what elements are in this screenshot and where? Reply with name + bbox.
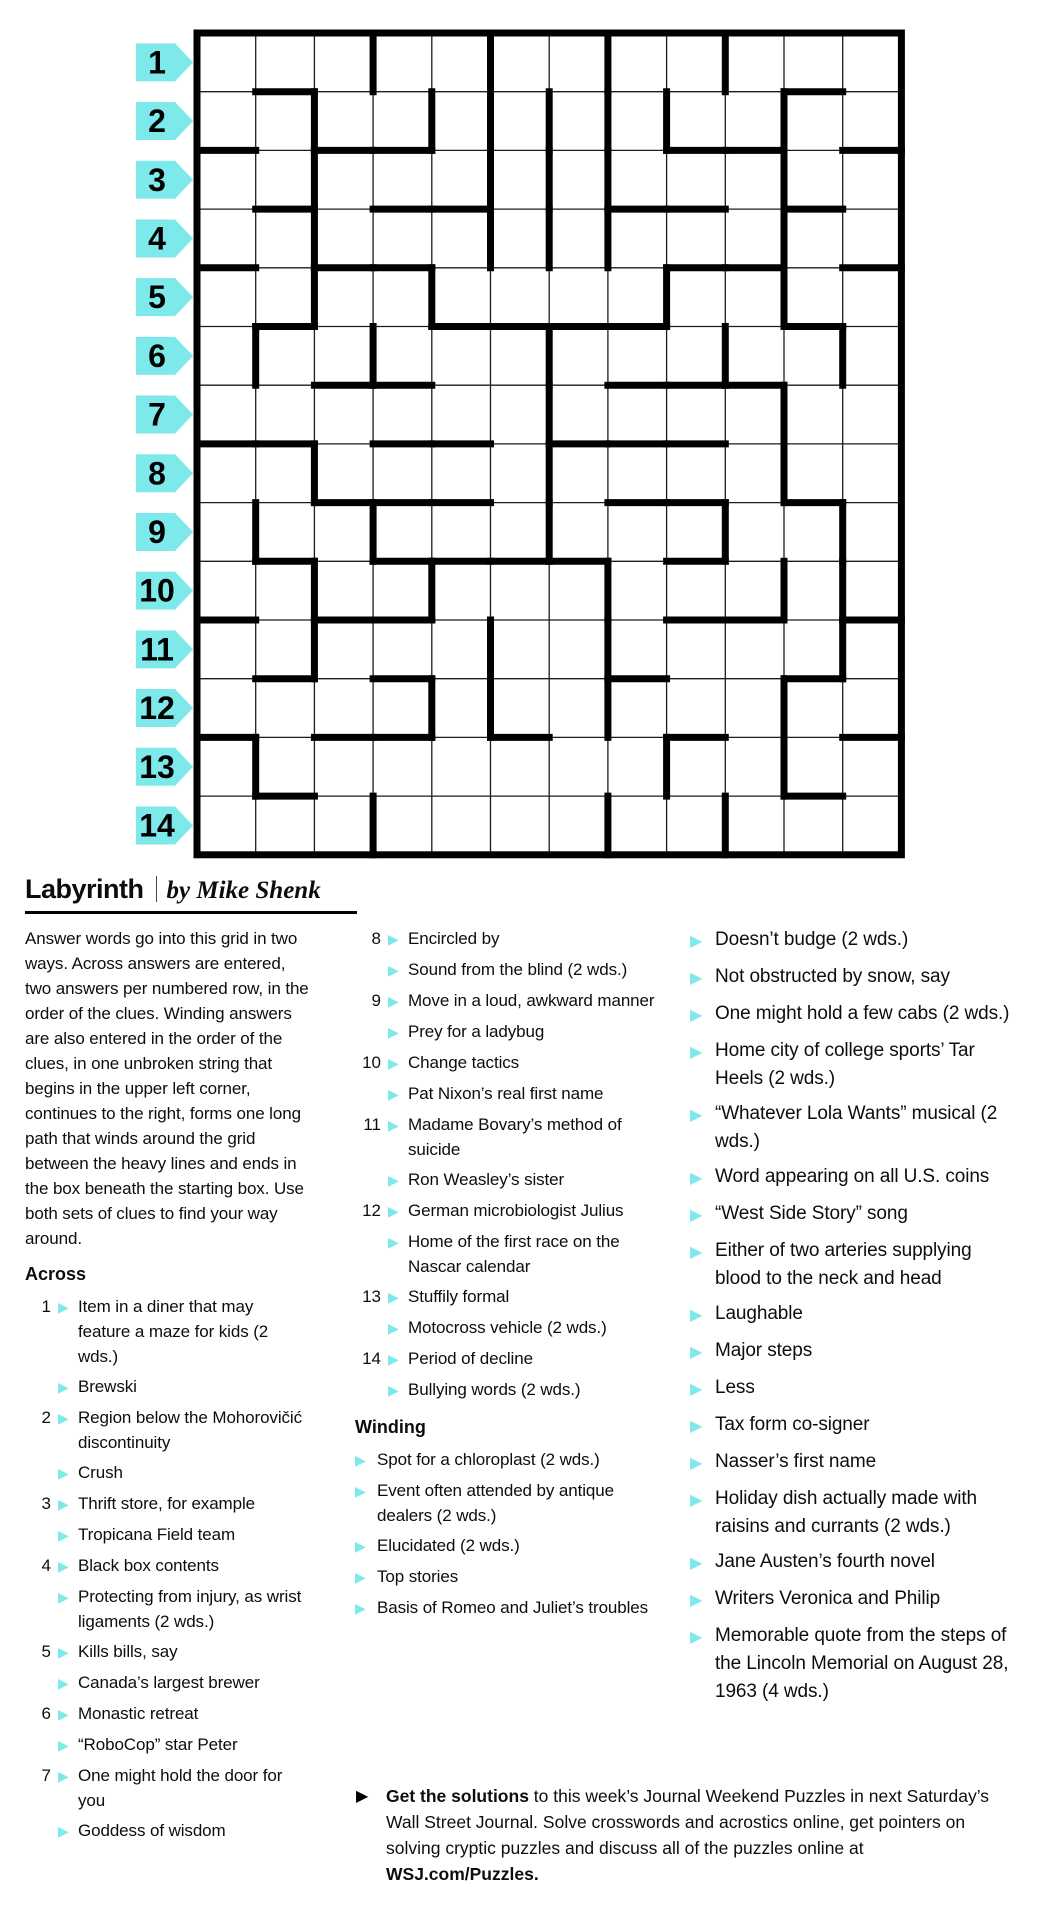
clue-arrow-icon: ▶ — [58, 1706, 69, 1722]
winding-clue-22 — [690, 1622, 1020, 1706]
winding-clue-14 — [690, 1300, 1020, 1330]
clue-text: Sound from the blind (2 wds.) — [408, 960, 628, 979]
clue-number: 2 — [41, 1408, 51, 1427]
instructions-text: Answer words go into this grid in two ways. Across answers are entered, two answers per numbered row, in the order of the clues. Winding answers are also entered in the order of the clues, in one unbroken string that begins in the upper left corner, continues to the right, forms one long path that winds around the grid between the heavy lines and ends in the box beneath the starting box. Use both sets of clues to find your way around. — [25, 929, 309, 1248]
clue-text: Memorable quote from the steps of the Lincoln Memorial on August 28, 1963 (4 wds.) — [715, 1625, 1009, 1702]
across-clue-13b — [355, 1315, 663, 1341]
row-number-11: 11 — [140, 631, 174, 668]
clue-arrow-icon: ▶ — [355, 1538, 366, 1554]
across-clue-1a — [25, 1294, 309, 1369]
clue-text: Canada’s largest brewer — [78, 1673, 260, 1692]
winding-clue-15 — [690, 1337, 1020, 1367]
clue-arrow-icon: ▶ — [690, 1455, 703, 1472]
clue-text: German microbiologist Julius — [408, 1201, 624, 1220]
across-clue-14b — [355, 1377, 663, 1403]
clue-text: One might hold a few cabs (2 wds.) — [715, 1003, 1010, 1024]
clue-arrow-icon: ▶ — [690, 1107, 703, 1124]
clue-text: Top stories — [377, 1567, 459, 1586]
winding-clue-18 — [690, 1448, 1020, 1478]
clue-arrow-icon: ▶ — [388, 1382, 399, 1398]
puzzle-name: Labyrinth — [25, 874, 144, 904]
clue-arrow-icon: ▶ — [58, 1768, 69, 1784]
across-clue-12b — [355, 1229, 663, 1279]
row-number-3: 3 — [148, 161, 166, 198]
clue-arrow-icon: ▶ — [690, 1418, 703, 1435]
clue-number: 9 — [371, 991, 381, 1010]
row-number-9: 9 — [148, 513, 166, 550]
clue-arrow-icon: ▶ — [690, 1307, 703, 1324]
clue-arrow-icon: ▶ — [388, 1203, 399, 1219]
row-number-1: 1 — [148, 44, 166, 81]
across-clue-9a — [355, 988, 663, 1014]
clue-text: Brewski — [78, 1377, 137, 1396]
across-clue-6a — [25, 1701, 309, 1727]
clue-arrow-icon: ▶ — [690, 1381, 703, 1398]
clue-text: Protecting from injury, as wrist ligaments (2 wds.) — [78, 1587, 302, 1631]
column-left — [25, 926, 309, 1849]
across-clue-3b — [25, 1522, 309, 1548]
row-number-14: 14 — [139, 807, 175, 844]
row-number-7: 7 — [148, 396, 166, 433]
across-clue-9b — [355, 1019, 663, 1045]
clue-arrow-icon: ▶ — [58, 1737, 69, 1753]
winding-clue-3 — [355, 1533, 663, 1559]
across-clue-6b — [25, 1732, 309, 1758]
row-number-8: 8 — [148, 455, 166, 492]
title-rule — [25, 911, 357, 914]
clue-text: Move in a loud, awkward manner — [408, 991, 655, 1010]
clue-number: 4 — [41, 1556, 51, 1575]
winding-clue-16 — [690, 1374, 1020, 1404]
clue-arrow-icon: ▶ — [355, 1483, 366, 1499]
clue-text: Encircled by — [408, 929, 500, 948]
clue-text: Spot for a chloroplast (2 wds.) — [377, 1450, 600, 1469]
clue-arrow-icon: ▶ — [58, 1465, 69, 1481]
clue-text: Jane Austen’s fourth novel — [715, 1551, 935, 1572]
clue-text: “West Side Story” song — [715, 1203, 908, 1224]
across-clues-8-14 — [355, 926, 663, 1403]
clue-number: 11 — [363, 1115, 381, 1134]
clue-text: Word appearing on all U.S. coins — [715, 1166, 990, 1187]
clue-text: Home city of college sports’ Tar Heels (2 wds.) — [715, 1040, 975, 1089]
clue-arrow-icon: ▶ — [388, 931, 399, 947]
clue-arrow-icon: ▶ — [690, 1344, 703, 1361]
winding-clue-5 — [355, 1595, 663, 1621]
row-number-12: 12 — [139, 690, 175, 727]
across-clue-5a — [25, 1639, 309, 1665]
clue-arrow-icon: ▶ — [58, 1496, 69, 1512]
clue-text: Goddess of wisdom — [78, 1821, 226, 1840]
across-clue-12a — [355, 1198, 663, 1224]
winding-clue-11 — [690, 1163, 1020, 1193]
column-right — [690, 926, 1020, 1713]
page-title — [25, 874, 321, 905]
clue-text: Motocross vehicle (2 wds.) — [408, 1318, 607, 1337]
across-clue-10a — [355, 1050, 663, 1076]
clue-text: Bullying words (2 wds.) — [408, 1380, 581, 1399]
clue-text: Event often attended by antique dealers (2 wds.) — [377, 1481, 614, 1525]
clue-text: Change tactics — [408, 1053, 520, 1072]
clue-arrow-icon: ▶ — [690, 1170, 703, 1187]
clue-arrow-icon: ▶ — [58, 1675, 69, 1691]
winding-clue-1 — [355, 1447, 663, 1473]
clue-number: 6 — [41, 1704, 51, 1723]
clue-text: Less — [715, 1377, 755, 1398]
clue-arrow-icon: ▶ — [58, 1379, 69, 1395]
winding-header: Winding — [355, 1417, 426, 1437]
clue-text: Holiday dish actually made with raisins and currants (2 wds.) — [715, 1488, 977, 1537]
labyrinth-grid[interactable] — [128, 24, 918, 867]
clue-arrow-icon: ▶ — [690, 1555, 703, 1572]
clue-arrow-icon: ▶ — [690, 933, 703, 950]
clue-text: Tropicana Field team — [78, 1525, 236, 1544]
clue-number: 12 — [362, 1201, 381, 1220]
clue-number: 14 — [362, 1349, 381, 1368]
clue-text: Ron Weasley’s sister — [408, 1170, 565, 1189]
clue-text: Major steps — [715, 1340, 813, 1361]
clue-arrow-icon: ▶ — [58, 1589, 69, 1605]
across-header: Across — [25, 1264, 87, 1284]
winding-clue-7 — [690, 963, 1020, 993]
clue-text: Stuffily formal — [408, 1287, 510, 1306]
across-clues-1-7 — [25, 1294, 309, 1844]
clue-text: Basis of Romeo and Juliet’s troubles — [377, 1598, 649, 1617]
clue-text: Writers Veronica and Philip — [715, 1588, 941, 1609]
clue-arrow-icon: ▶ — [690, 1007, 703, 1024]
winding-clues-part2 — [690, 926, 1020, 1706]
winding-clue-10 — [690, 1100, 1020, 1156]
winding-clue-21 — [690, 1585, 1020, 1615]
clue-text: One might hold the door for you — [78, 1766, 283, 1810]
clue-number: 10 — [362, 1053, 381, 1072]
clue-number: 13 — [362, 1287, 381, 1306]
across-clue-13a — [355, 1284, 663, 1310]
across-clue-7b — [25, 1818, 309, 1844]
clue-arrow-icon: ▶ — [355, 1600, 366, 1616]
across-clue-8a — [355, 926, 663, 952]
across-clue-2b — [25, 1460, 309, 1486]
clue-text: Prey for a ladybug — [408, 1022, 545, 1041]
across-clue-10b — [355, 1081, 663, 1107]
clue-text: Monastic retreat — [78, 1704, 199, 1723]
title-separator — [156, 876, 157, 902]
across-clue-11b — [355, 1167, 663, 1193]
clue-arrow-icon: ▶ — [388, 993, 399, 1009]
winding-clues-part1 — [355, 1447, 663, 1621]
clue-arrow-icon: ▶ — [388, 1289, 399, 1305]
winding-clue-13 — [690, 1237, 1020, 1293]
row-number-10: 10 — [139, 572, 175, 609]
clue-arrow-icon: ▶ — [58, 1558, 69, 1574]
clue-text: Period of decline — [408, 1349, 533, 1368]
clue-arrow-icon: ▶ — [690, 1244, 703, 1261]
clue-arrow-icon: ▶ — [58, 1299, 69, 1315]
across-clue-11a — [355, 1112, 663, 1162]
clue-text: Item in a diner that may feature a maze for kids (2 wds.) — [78, 1297, 269, 1366]
clue-arrow-icon: ▶ — [388, 1234, 399, 1250]
clue-number: 1 — [41, 1297, 51, 1316]
clue-arrow-icon: ▶ — [388, 962, 399, 978]
across-clue-4b — [25, 1584, 309, 1634]
clue-text: Region below the Mohorovičić discontinuity — [78, 1408, 302, 1452]
clue-text: Home of the first race on the Nascar calendar — [408, 1232, 620, 1276]
winding-clue-17 — [690, 1411, 1020, 1441]
byline: by Mike Shenk — [166, 877, 321, 904]
across-clue-7a — [25, 1763, 309, 1813]
across-clue-8b — [355, 957, 663, 983]
row-number-2: 2 — [148, 103, 166, 140]
across-clue-2a — [25, 1405, 309, 1455]
clue-arrow-icon: ▶ — [388, 1117, 399, 1133]
clue-arrow-icon: ▶ — [388, 1086, 399, 1102]
clue-number: 8 — [371, 929, 381, 948]
clue-arrow-icon: ▶ — [690, 1592, 703, 1609]
clue-text: “Whatever Lola Wants” musical (2 wds.) — [715, 1103, 998, 1152]
clue-arrow-icon: ▶ — [690, 1207, 703, 1224]
across-clue-14a — [355, 1346, 663, 1372]
across-clue-5b — [25, 1670, 309, 1696]
clue-text: Pat Nixon’s real first name — [408, 1084, 604, 1103]
clue-arrow-icon: ▶ — [58, 1410, 69, 1426]
across-clue-3a — [25, 1491, 309, 1517]
clue-arrow-icon: ▶ — [388, 1320, 399, 1336]
grid-svg — [128, 24, 918, 862]
winding-clue-12 — [690, 1200, 1020, 1230]
clue-text: Doesn’t budge (2 wds.) — [715, 929, 909, 950]
clue-number: 7 — [41, 1766, 51, 1785]
row-number-5: 5 — [148, 279, 166, 316]
clue-arrow-icon: ▶ — [355, 1569, 366, 1585]
clue-text: Elucidated (2 wds.) — [377, 1536, 520, 1555]
footer-text: Get the solutions to this week’s Journal Weekend Puzzles in next Saturday’s Wall Street Journal. Solve crosswords and acrostics online, get pointers on solving cryptic puzzles and discuss all of the puzzles online at WSJ.com/Puzzles. — [386, 1786, 990, 1884]
solutions-note — [356, 1783, 1018, 1887]
clue-arrow-icon: ▶ — [355, 1452, 366, 1468]
clue-arrow-icon: ▶ — [58, 1823, 69, 1839]
footer-arrow-icon: ▶ — [356, 1788, 369, 1805]
winding-clue-2 — [355, 1478, 663, 1528]
clue-text: Thrift store, for example — [78, 1494, 256, 1513]
clue-arrow-icon: ▶ — [388, 1024, 399, 1040]
clue-text: Either of two arteries supplying blood to the neck and head — [715, 1240, 972, 1289]
clue-text: Not obstructed by snow, say — [715, 966, 950, 987]
clue-arrow-icon: ▶ — [388, 1172, 399, 1188]
winding-clue-20 — [690, 1548, 1020, 1578]
column-middle — [355, 926, 663, 1626]
clue-arrow-icon: ▶ — [690, 1044, 703, 1061]
row-number-4: 4 — [148, 220, 166, 257]
clue-arrow-icon: ▶ — [58, 1644, 69, 1660]
clue-number: 5 — [41, 1642, 51, 1661]
clue-arrow-icon: ▶ — [388, 1351, 399, 1367]
winding-clue-9 — [690, 1037, 1020, 1093]
row-number-13: 13 — [139, 748, 175, 785]
clue-arrow-icon: ▶ — [388, 1055, 399, 1071]
winding-clue-4 — [355, 1564, 663, 1590]
clue-text: Crush — [78, 1463, 123, 1482]
clue-arrow-icon: ▶ — [690, 1492, 703, 1509]
clue-text: Laughable — [715, 1303, 803, 1324]
clue-arrow-icon: ▶ — [58, 1527, 69, 1543]
row-number-6: 6 — [148, 337, 166, 374]
clue-arrow-icon: ▶ — [690, 1629, 703, 1646]
clue-text: Black box contents — [78, 1556, 219, 1575]
across-clue-4a — [25, 1553, 309, 1579]
clue-text: Madame Bovary’s method of suicide — [408, 1115, 622, 1159]
clue-text: Tax form co-signer — [715, 1414, 870, 1435]
clue-arrow-icon: ▶ — [690, 970, 703, 987]
winding-clue-8 — [690, 1000, 1020, 1030]
clue-text: “RoboCop” star Peter — [78, 1735, 238, 1754]
winding-clue-19 — [690, 1485, 1020, 1541]
clue-number: 3 — [41, 1494, 51, 1513]
winding-clue-6 — [690, 926, 1020, 956]
across-clue-1b — [25, 1374, 309, 1400]
clue-text: Nasser’s first name — [715, 1451, 877, 1472]
clue-text: Kills bills, say — [78, 1642, 178, 1661]
wsj-puzzles-link[interactable]: WSJ.com/Puzzles. — [386, 1864, 539, 1884]
